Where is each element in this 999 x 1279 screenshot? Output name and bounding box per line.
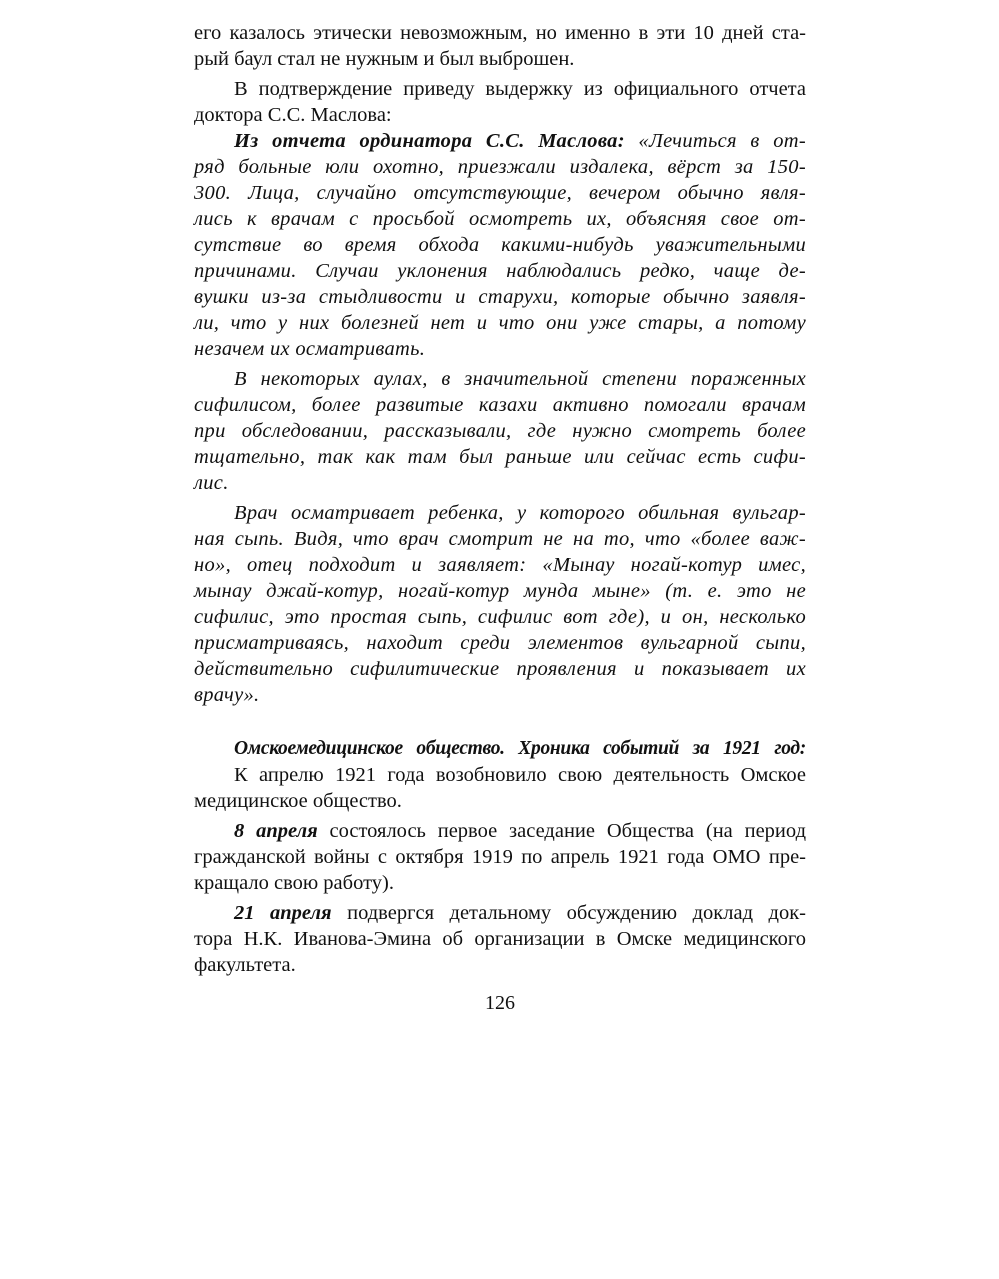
text-line: лись к врачам с просьбой осмотреть их, объясняя свое от- [194,208,806,230]
text-line: присматриваясь, находит среди элементов вульгарной сыпи, [194,632,806,654]
text-line: 21 апреля подвергся детальному обсуждению доклад док- [234,902,807,924]
chronicle-entry [194,900,806,978]
text-line: доктора С.С. Маслова: [194,104,392,126]
text-line: ряд больные юли охотно, приезжали издалека, вёрст за 150- [194,156,806,178]
entry-date: 21 апреля [234,902,332,924]
section-heading: Омскоемедицинское общество. Хроника событий за 1921 год: [234,738,806,759]
text-line: причинами. Случаи уклонения наблюдались редко, чаще де- [194,260,806,282]
text-line: В подтверждение приведу выдержку из официального отчета [234,78,806,100]
text-line: ная сыпь. Видя, что врач смотрит не на то, что «более важ- [194,528,806,550]
text-line: Врач осматривает ребенка, у которого обильная вульгар- [234,502,806,524]
text-line: тора Н.К. Иванова-Эмина об организации в Омске медицинского [194,928,806,950]
text-line: 300. Лица, случайно отсутствующие, вечером обычно явля- [194,182,806,204]
text-line: незачем их осматривать. [194,338,426,360]
text-line: тщательно, так как там был раньше или сейчас есть сифи- [194,446,806,468]
text-line: лис. [194,472,229,494]
text-line: но», отец подходит и заявляет: «Мынау ногай-котур имес, [194,554,806,576]
text-line: медицинское общество. [194,790,402,812]
quote-source-label: Из отчета ординатора С.С. Маслова: [234,130,625,152]
text-line: его казалось этически невозможным, но именно в эти 10 дней ста- [194,22,806,44]
text-line: факультета. [194,954,296,976]
text-line: сифилисом, более развитые казахи активно помогали врачам [194,394,806,416]
text-line: ли, что у них болезней нет и что они уже стары, а потому [194,312,806,334]
text-line: В некоторых аулах, в значительной степени пораженных [234,368,806,390]
text-line: действительно сифилитические проявления и показывает их [194,658,806,680]
text-line: сифилис, это простая сыпь, сифилис вот где), и он, несколько [194,606,806,628]
report-quote-paragraph [194,500,806,708]
text-line: рый баул стал не нужным и был выброшен. [194,48,575,70]
report-quote-paragraph [194,366,806,496]
page-number: 126 [485,992,515,1014]
text-line: гражданской войны с октября 1919 по апрель 1921 года ОМО пре- [194,846,806,868]
chronicle-entry [194,818,806,896]
paragraph-continuation [194,20,806,72]
report-quote [194,128,806,362]
text-line: кращало свою работу). [194,872,394,894]
entry-date: 8 апреля [234,820,318,842]
paragraph-intro-quote [194,76,806,128]
text-line: при обследовании, рассказывали, где нужно смотреть более [194,420,806,442]
text-line: врачу». [194,684,260,706]
paragraph [194,762,806,814]
text-line: вушки из-за стыдливости и старухи, которые обычно заявля- [194,286,806,308]
text-line: 8 апреля состоялось первое заседание Общества (на период [234,820,806,842]
text-line: сутствие во время обхода какими-нибудь уважительными [194,234,806,256]
text-line: Из отчета ординатора С.С. Маслова: «Лечиться в от- [234,130,806,152]
text-line: К апрелю 1921 года возобновило свою деятельность Омское [234,764,806,786]
text-line: мынау джай-котур, ногай-котур мунда мыне» (т. е. это не [194,580,806,602]
document-page [194,20,807,1014]
